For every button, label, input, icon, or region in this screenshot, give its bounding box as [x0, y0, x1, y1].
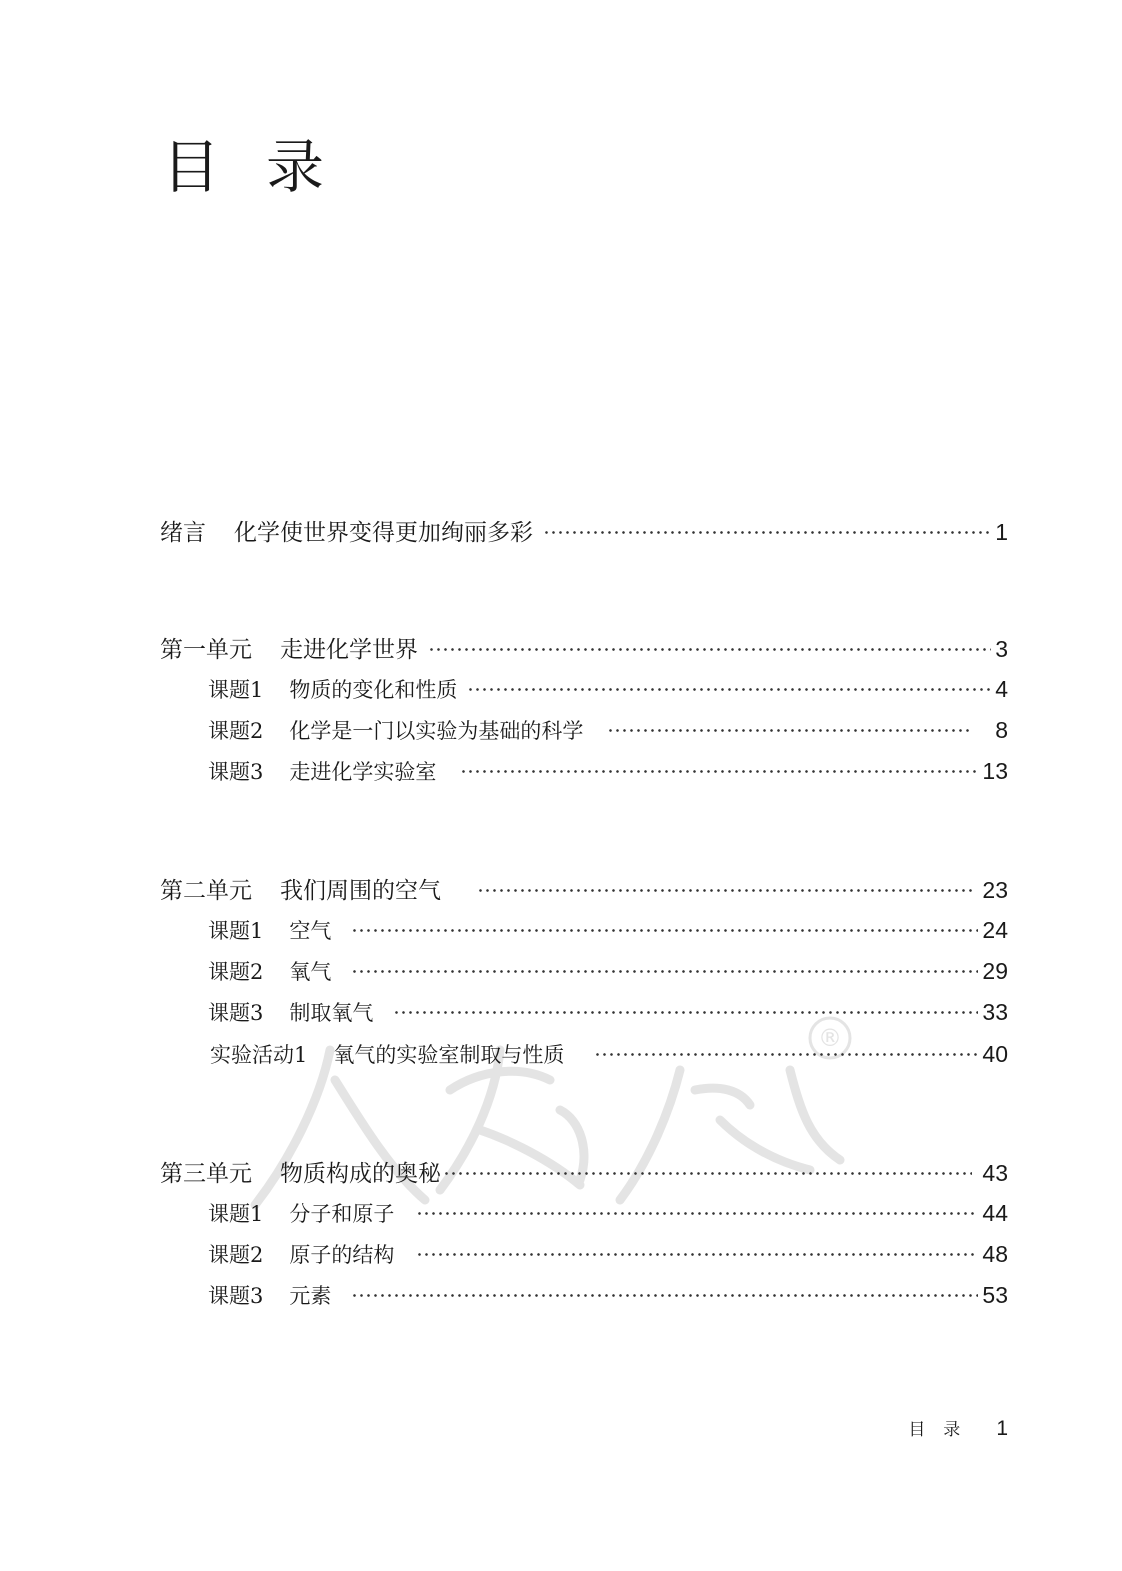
dot-leader: [393, 1011, 978, 1014]
dot-leader: [416, 1212, 978, 1215]
toc-entry-label: 课题2: [208, 719, 264, 743]
page-title-char-2: 录: [266, 133, 371, 201]
toc-entry-title: 空气: [289, 919, 332, 943]
toc-entry-label: 实验活动1: [210, 1043, 308, 1067]
toc-entry-title: 氧气的实验室制取与性质: [333, 1043, 565, 1067]
toc-entry-label: 第二单元: [160, 878, 252, 904]
toc-entry-unit-2[interactable]: [160, 872, 1008, 904]
toc-entry-label: 课题3: [208, 760, 264, 784]
registered-mark: ®: [818, 1024, 842, 1052]
toc-entry-title: 制取氧气: [289, 1001, 374, 1025]
toc-entry-title: 走进化学实验室: [289, 760, 437, 784]
toc-entry-title: 我们周围的空气: [280, 878, 441, 904]
toc-entry-unit-3-lesson-1[interactable]: [208, 1198, 1008, 1230]
toc-entry-page: 33: [982, 999, 1008, 1025]
toc-entry-unit-1[interactable]: [160, 631, 1008, 663]
dot-leader: [543, 531, 991, 534]
toc-entry-page: 43: [982, 1160, 1008, 1186]
toc-entry-unit-2-lesson-2[interactable]: [208, 956, 1008, 988]
dot-leader: [607, 729, 971, 732]
dot-leader: [351, 929, 978, 932]
toc-entry-page: 48: [982, 1241, 1008, 1267]
toc-entry-title: 走进化学世界: [280, 637, 418, 663]
toc-entry-page: 13: [982, 758, 1008, 784]
toc-entry-unit-2-lab-1[interactable]: [210, 1039, 1008, 1071]
toc-entry-title: 分子和原子: [289, 1202, 395, 1226]
toc-entry-page: 8: [995, 717, 1008, 743]
toc-entry-title: 原子的结构: [289, 1243, 395, 1267]
toc-entry-title: 元素: [289, 1284, 332, 1308]
toc-entry-intro[interactable]: [160, 514, 1008, 546]
dot-leader: [443, 1172, 972, 1175]
toc-entry-label: 课题1: [208, 919, 264, 943]
toc-entry-unit-2-lesson-1[interactable]: [208, 915, 1008, 947]
toc-entry-page: 29: [982, 958, 1008, 984]
page-title-char-1: 目: [162, 133, 267, 201]
toc-entry-page: 44: [982, 1200, 1008, 1226]
toc-entry-label: 课题1: [208, 678, 264, 702]
toc-entry-label: 课题1: [208, 1202, 264, 1226]
toc-entry-label: 课题3: [208, 1001, 264, 1025]
toc-entry-page: 24: [982, 917, 1008, 943]
toc-entry-title: 氧气: [289, 960, 332, 984]
toc-entry-page: 53: [982, 1282, 1008, 1308]
footer-page-number: 1: [996, 1417, 1008, 1440]
toc-entry-page: 40: [982, 1041, 1008, 1067]
toc-entry-unit-2-lesson-3[interactable]: [208, 997, 1008, 1029]
toc-entry-title: 化学使世界变得更加绚丽多彩: [234, 520, 533, 546]
toc-entry-unit-1-lesson-2[interactable]: [208, 715, 1008, 747]
toc-entry-label: 第三单元: [160, 1161, 252, 1187]
toc-entry-page: 4: [995, 676, 1008, 702]
page-footer: [908, 1415, 1008, 1441]
dot-leader: [416, 1253, 978, 1256]
toc-entry-title: 化学是一门以实验为基础的科学: [289, 719, 584, 743]
toc-entry-label: 第一单元: [160, 637, 252, 663]
toc-entry-label: 课题2: [208, 1243, 264, 1267]
dot-leader: [428, 648, 991, 651]
toc-entry-unit-1-lesson-3[interactable]: [208, 756, 1008, 788]
toc-entry-title: 物质构成的奥秘: [280, 1161, 441, 1187]
toc-entry-unit-3-lesson-3[interactable]: [208, 1280, 1008, 1312]
dot-leader: [351, 970, 978, 973]
page-title: [162, 133, 371, 201]
dot-leader: [477, 889, 972, 892]
toc-entry-unit-3-lesson-2[interactable]: [208, 1239, 1008, 1271]
dot-leader: [467, 688, 991, 691]
toc-entry-label: 课题2: [208, 960, 264, 984]
toc-entry-label: 绪言: [160, 520, 206, 546]
dot-leader: [594, 1053, 978, 1056]
toc-entry-page: 23: [982, 877, 1008, 903]
dot-leader: [351, 1294, 978, 1297]
footer-section-label: 目录: [908, 1420, 979, 1440]
toc-entry-unit-3[interactable]: [160, 1155, 1008, 1187]
toc-entry-page: 3: [995, 636, 1008, 662]
toc-entry-title: 物质的变化和性质: [289, 678, 458, 702]
toc-entry-unit-1-lesson-1[interactable]: [208, 674, 1008, 706]
dot-leader: [460, 770, 978, 773]
toc-entry-label: 课题3: [208, 1284, 264, 1308]
toc-entry-page: 1: [995, 519, 1008, 545]
